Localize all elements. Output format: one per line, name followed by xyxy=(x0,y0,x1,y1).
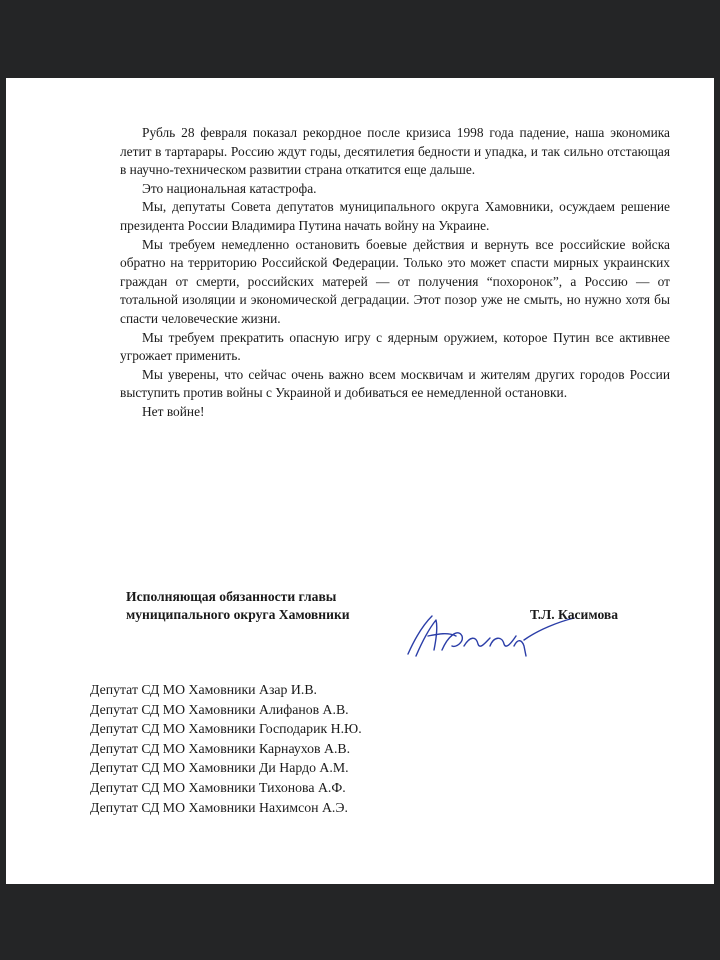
paragraph-no-war: Нет войне! xyxy=(142,403,205,419)
signatory-title xyxy=(126,588,350,624)
list-item: Депутат СД МО Хамовники Нахимсон А.Э. xyxy=(90,799,348,815)
paragraph-ruble-crisis: Рубль 28 февраля показал рекордное после кризиса 1998 года падение, наша экономика летит в тартарары. Россию ждут годы, десятилетия бедности и упадка, и так сильно отстающая в научно-техническом развитии страна откатится еще дальше. xyxy=(120,125,670,178)
statement-body xyxy=(120,124,670,422)
paragraph-appeal: Мы уверены, что сейчас очень важно всем москвичам и жителям других городов России выступить против войны с Украиной и добиваться ее немедленной остановки. xyxy=(120,366,670,401)
paragraph-condemnation: Мы, депутаты Совета депутатов муниципального округа Хамовники, осуждаем решение президента России Владимира Путина начать войну на Украине. xyxy=(120,199,670,233)
list-item: Депутат СД МО Хамовники Ди Нардо А.М. xyxy=(90,760,349,776)
deputies-list xyxy=(90,680,362,817)
paragraph-national-catastrophe: Это национальная катастрофа. xyxy=(142,180,317,196)
list-item: Депутат СД МО Хамовники Азар И.В. xyxy=(90,682,317,697)
list-item: Депутат СД МО Хамовники Алифанов А.В. xyxy=(90,701,349,717)
list-item: Депутат СД МО Хамовники Карнаухов А.В. xyxy=(90,740,351,756)
signatory-title-line2: муниципального округа Хамовники xyxy=(126,607,350,622)
paragraph-nuclear: Мы требуем прекратить опасную игру с ядерным оружием, которое Путин все активнее угрожает применить. xyxy=(120,329,670,364)
list-item: Депутат СД МО Хамовники Господарик Н.Ю. xyxy=(90,721,362,737)
document-page xyxy=(6,78,714,884)
paragraph-demand-stop: Мы требуем немедленно остановить боевые действия и вернуть все российские войска обратно на территорию Российской Федерации. Только это может спасти мирных украинских граждан от смерти, российских матерей — от получения “похоронок”, а Россию — от тотальной изоляции и экономической деградации. Этот позор уже не смыть, но нужно хотя бы спасти человеческие жизни. xyxy=(120,236,670,326)
signatory-title-line1: Исполняющая обязанности главы xyxy=(126,589,337,604)
list-item: Депутат СД МО Хамовники Тихонова А.Ф. xyxy=(90,779,346,795)
signatory-name: Т.Л. Касимова xyxy=(530,607,619,622)
